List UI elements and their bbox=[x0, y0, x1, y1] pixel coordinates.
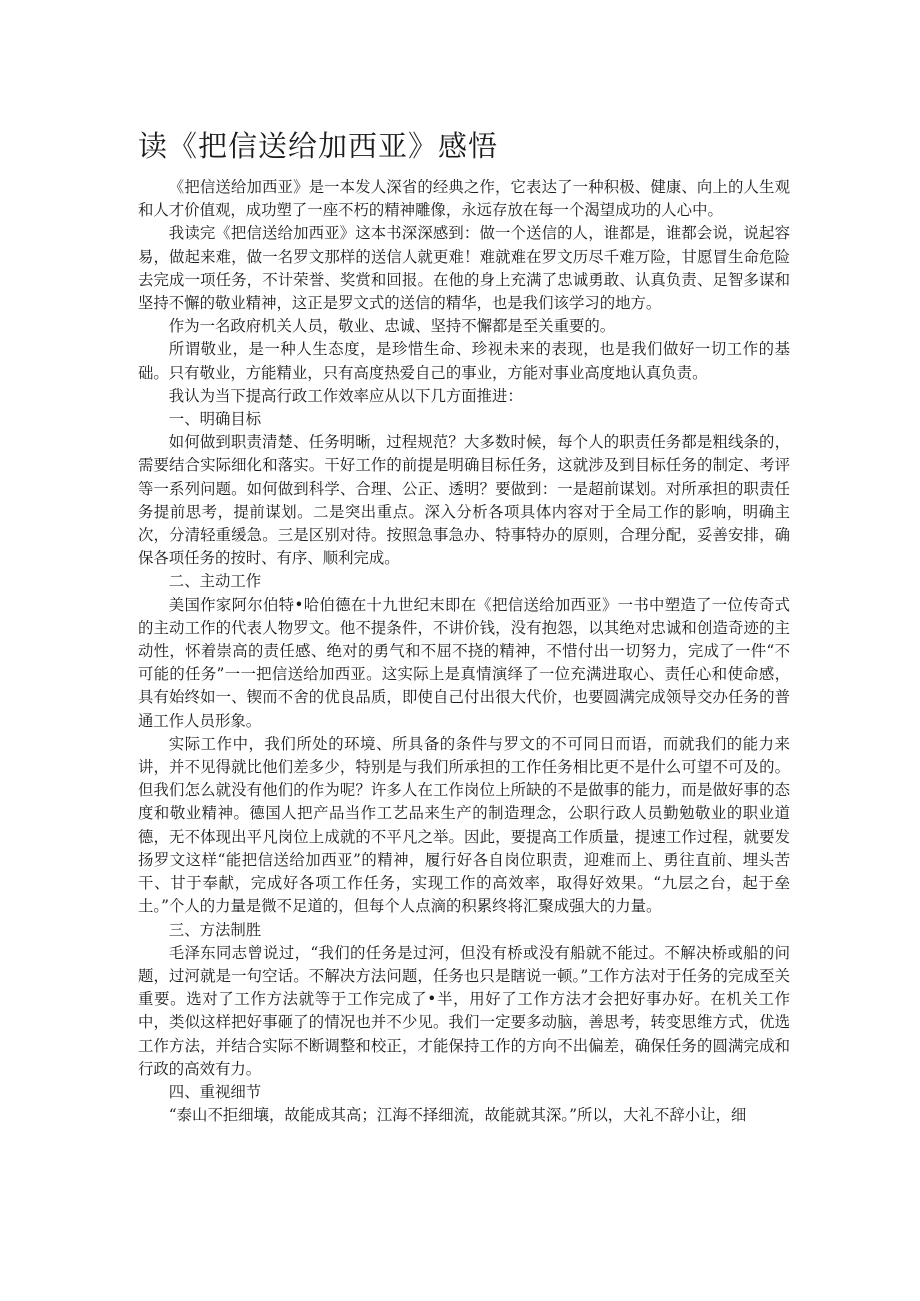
paragraph-dedication: 所谓敬业，是一种人生态度，是珍惜生命、珍视未来的表现，也是我们做好一切工作的基础。只有敬业，方能精业，只有高度热爱自己的事业，方能对事业高度地认真负责。 bbox=[138, 340, 790, 382]
section-heading-clear-goals: 一、明确目标 bbox=[168, 410, 262, 429]
paragraph-intro: 《把信送给加西亚》是一本发人深省的经典之作，它表达了一种积极、健康、向上的人生观和人才价值观，成功塑了一座不朽的精神雕像，永远存放在每一个渴望成功的人心中。 bbox=[138, 178, 790, 220]
paragraph-proactive-work: 美国作家阿尔伯特•哈伯德在十九世纪末即在《把信送给加西亚》一书中塑造了一位传奇式的主动工作的代表人物罗文。他不提条件，不讲价钱，没有抱怨，以其绝对忠诚和创造奇迹的主动性，怀着崇高的责任感、绝对的勇气和不屈不挠的精神，不惜付出一切努力，完成了一件“不可能的任务”一一把信送给加西亚。这实际上是真情演绎了一位充满进取心、责任心和使命感，具有始终如一、锲而不舍的优良品质，即使自己付出很大代价，也要圆满完成领导交办任务的普通工作人员形象。 bbox=[138, 595, 790, 730]
paragraph-clear-goals: 如何做到职责清楚、任务明晰，过程规范？大多数时候，每个人的职责任务都是粗线条的，需要结合实际细化和落实。干好工作的前提是明确目标任务，这就涉及到目标任务的制定、考评等一系列问题。如何做到科学、合理、公正、透明？要做到：一是超前谋划。对所承担的职责任务提前思考，提前谋划。二是突出重点。深入分析各项具体内容对于全局工作的影响，明确主次，分清轻重缓急。三是区别对待。按照急事急办、特事特办的原则，合理分配，妥善安排，确保各项任务的按时、有序、顺利完成。 bbox=[138, 433, 790, 568]
paragraph-reading-impression: 我读完《把信送给加西亚》这本书深深感到：做一个送信的人，谁都是，谁都会说，说起容易，做起来难，做一名罗文那样的送信人就更难！难就难在罗文历尽千难万险，甘愿冒生命危险去完成一项任务，不计荣誉、奖赏和回报。在他的身上充满了忠诚勇敢、认真负责、足智多谋和坚持不懈的敬业精神，这正是罗文式的送信的精华，也是我们该学习的地方。 bbox=[138, 224, 790, 313]
paragraph-methods: 毛泽东同志曾说过，“我们的任务是过河，但没有桥或没有船就不能过。不解决桥或船的问题，过河就是一句空话。不解决方法问题，任务也只是瞎说一顿。”工作方法对于任务的完成至关重要。选对了工作方法就等于工作完成了•半，用好了工作方法才会把好事办好。在机关工作中，类似这样把好事砸了的情况也并不少见。我们一定要多动脑，善思考，转变思维方式，优选工作方法，并结合实际不断调整和校正，才能保持工作的方向不出偏差，确保任务的圆满完成和行政的高效有力。 bbox=[138, 943, 790, 1078]
section-heading-proactive-work: 二、主动工作 bbox=[168, 572, 262, 591]
document-title: 读《把信送给加西亚》感悟 bbox=[138, 129, 499, 163]
paragraph-details: “泰山不拒细壤，故能成其高；江海不择细流，故能就其深。”所以，大礼不辞小让，细 bbox=[168, 1106, 747, 1125]
paragraph-efficiency-intro: 我认为当下提高行政工作效率应从以下几方面推进： bbox=[168, 386, 523, 405]
paragraph-practical-work: 实际工作中，我们所处的环境、所具备的条件与罗文的不可同日而语，而就我们的能力来讲，并不见得就比他们差多少，特别是与我们所承担的工作任务相比更不是什么可望不可及的。但我们怎么就没有他们的作为呢？许多人在工作岗位上所缺的不是做事的能力，而是做好事的态度和敬业精神。德国人把产品当作工艺品来生产的制造理念，公职行政人员勤勉敬业的职业道德，无不体现出平凡岗位上成就的不平凡之举。因此，要提高工作质量，提速工作过程，就要发扬罗文这样“能把信送给加西亚”的精神，履行好各自岗位职责，迎难而上、勇往直前、埋头苦干、甘于奉献，完成好各项工作任务，实现工作的高效率，取得好效果。“九层之台，起于垒土。”个人的力量是微不足道的，但每个人点滴的积累终将汇聚成强大的力量。 bbox=[138, 734, 790, 916]
section-heading-details: 四、重视细节 bbox=[168, 1082, 262, 1101]
document-page bbox=[138, 126, 790, 1127]
section-heading-methods: 三、方法制胜 bbox=[168, 920, 262, 939]
paragraph-government-staff: 作为一名政府机关人员，敬业、忠诚、坚持不懈都是至关重要的。 bbox=[168, 317, 616, 336]
